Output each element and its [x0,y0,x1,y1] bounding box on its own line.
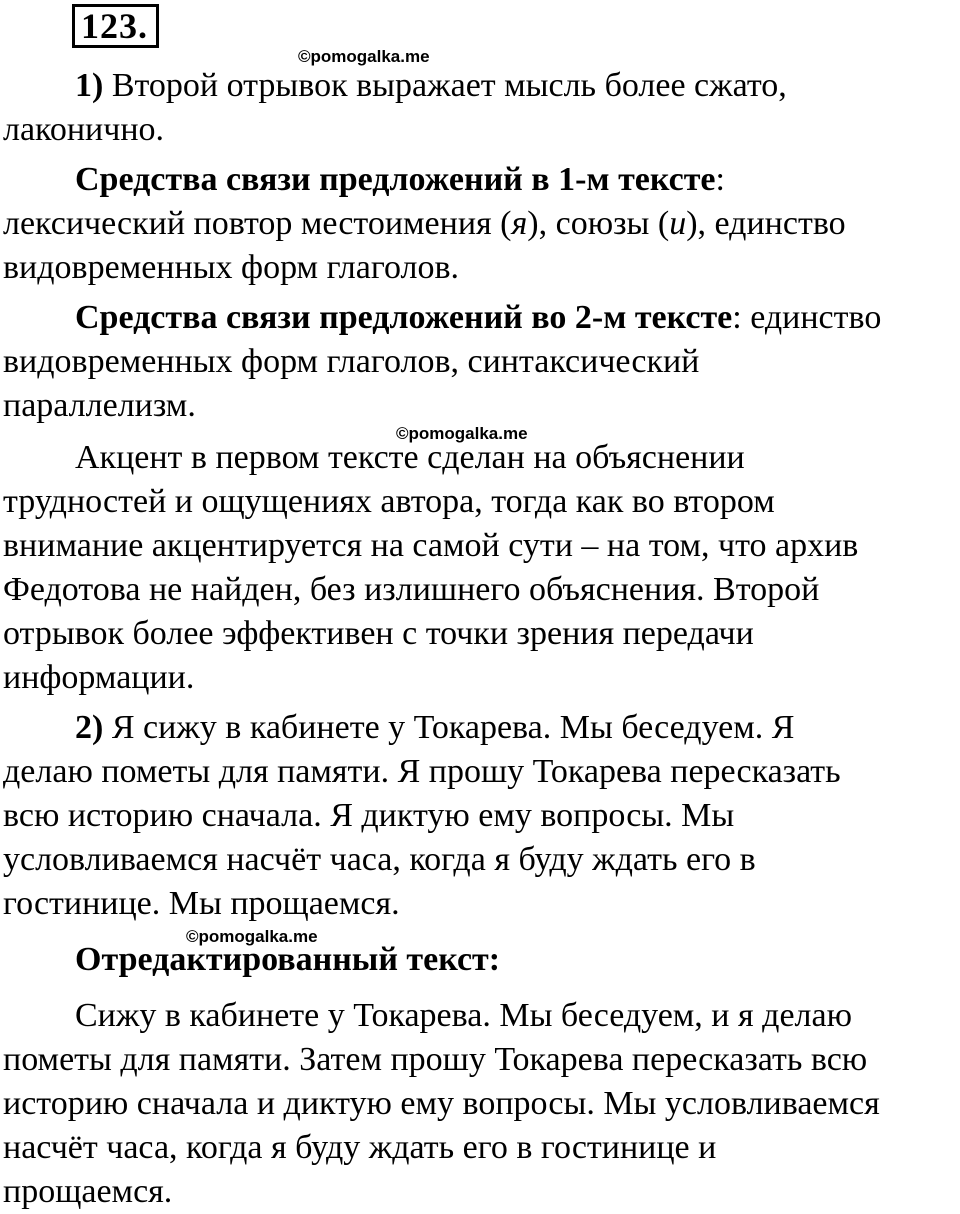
paragraph-1 [3,64,959,152]
paragraph-5-line-4: условливаемся насчёт часа, когда я буду ждать его в [3,841,756,878]
paragraph-5-line-5: гостинице. Мы прощаемся. [3,885,400,922]
paragraph-1-line-1: Второй отрывок выражает мысль более сжато, [103,67,787,104]
paragraph-4-line-3: внимание акцентируется на самой сути – на том, что архив [3,527,859,564]
paragraph-2 [3,158,959,290]
paragraph-2-line-2b: ), союзы ( [527,205,670,242]
watermark-bottom: ©pomogalka.me [186,927,318,946]
heading-second-text-links: Средства связи предложений во 2-м тексте [75,299,733,336]
paragraph-7-line-2: пометы для памяти. Затем прошу Токарева пересказать всю [3,1041,868,1078]
paragraph-7-line-4: насчёт часа, когда я буду ждать его в гостинице и [3,1129,717,1166]
paragraph-7-line-5: прощаемся. [3,1173,173,1210]
heading-colon: : [715,161,725,198]
paragraph-5-line-2: делаю пометы для памяти. Я прошу Токарева пересказать [3,753,841,790]
paragraph-7-line-3: историю сначала и диктую ему вопросы. Мы условливаемся [3,1085,880,1122]
paragraph-5-line-1: Я сижу в кабинете у Токарева. Мы беседуем. Я [103,709,795,746]
paragraph-4-line-5: отрывок более эффективен с точки зрения передачи [3,615,754,652]
paragraph-3-line-2: видовременных форм глаголов, синтаксический [3,343,700,380]
paragraph-3-line-3: параллелизм. [3,387,196,424]
paragraph-4 [3,436,959,700]
paragraph-4-line-2: трудностей и ощущениях автора, тогда как во втором [3,483,775,520]
task-number-box: 123. [72,4,159,48]
paragraph-4-line-4: Федотова не найден, без излишнего объяснения. Второй [3,571,820,608]
paragraph-4-line-6: информации. [3,659,195,696]
conjunction-example: и [669,205,687,242]
watermark-middle: ©pomogalka.me [396,424,528,443]
paragraph-4-line-1: Акцент в первом тексте сделан на объяснении [75,439,745,476]
watermark-top: ©pomogalka.me [298,47,430,66]
paragraph-2-line-2a: лексический повтор местоимения ( [3,205,512,242]
paragraph-1-line-2: лаконично. [3,111,165,148]
heading-first-text-links: Средства связи предложений в 1-м тексте [75,161,716,198]
paragraph-3 [3,296,959,428]
paragraph-3-line-1-rest: : единство [732,299,882,336]
paragraph-2-line-3: видовременных форм глаголов. [3,249,460,286]
paragraph-7 [3,994,959,1214]
paragraph-7-line-1: Сижу в кабинете у Токарева. Мы беседуем, и я делаю [75,997,852,1034]
paragraph-5 [3,706,959,926]
paragraph-2-line-2c: ), единство [686,205,846,242]
paragraph-5-line-3: всю историю сначала. Я диктую ему вопросы. Мы [3,797,735,834]
edited-text-heading: Отредактированный текст: [75,941,501,978]
answer-marker-2: 2) [75,709,104,746]
paragraph-6 [3,938,959,982]
pronoun-example: я [511,205,528,242]
answer-marker-1: 1) [75,67,104,104]
